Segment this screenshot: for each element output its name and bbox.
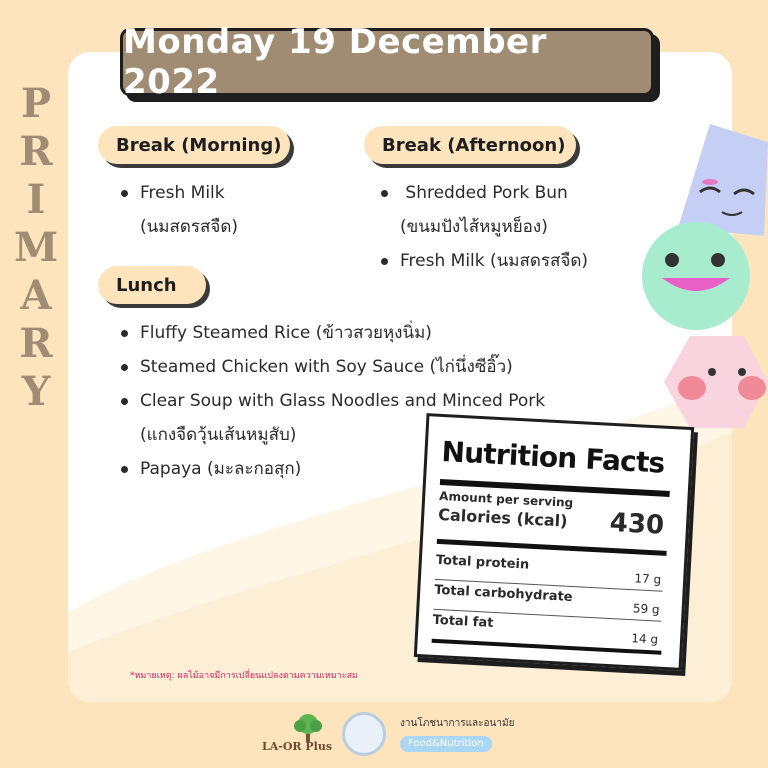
la-or-logo-text: LA-OR Plus bbox=[262, 740, 333, 753]
item-name: Clear Soup with Glass Noodles and Minced Pork bbox=[140, 391, 546, 411]
lunch-heading bbox=[98, 266, 206, 304]
item-name: Fluffy Steamed Rice (ข้าวสวยหุงนิ่ม) bbox=[140, 323, 432, 343]
side-letter: I bbox=[26, 176, 46, 223]
nutrient-value: 14 g bbox=[631, 631, 659, 647]
nutrient-value: 59 g bbox=[632, 601, 660, 617]
date-banner bbox=[120, 22, 654, 102]
shape-characters bbox=[640, 120, 768, 440]
break-morning-list bbox=[118, 176, 238, 244]
nutrient-label: Total fat bbox=[432, 612, 494, 631]
amount-per-serving: Amount per serving bbox=[438, 488, 574, 510]
item-thai: (ขนมปังไส้หมูหย็อง) bbox=[400, 217, 548, 237]
item-name: Shredded Pork Bun bbox=[400, 183, 568, 203]
item-thai: (แกงจืดวุ้นเส้นหมูสับ) bbox=[140, 425, 297, 445]
calories-label: Calories (kcal) bbox=[437, 504, 568, 531]
side-letter: R bbox=[19, 320, 53, 367]
list-item bbox=[378, 244, 588, 278]
calories-value: 430 bbox=[609, 507, 665, 541]
circle-character-icon bbox=[642, 222, 750, 330]
list-item bbox=[118, 350, 545, 384]
side-letter: R bbox=[19, 128, 53, 175]
side-letter: P bbox=[20, 80, 52, 127]
nutrition-row-fat bbox=[432, 612, 659, 647]
page-title: Monday 19 December 2022 bbox=[123, 22, 547, 102]
break-morning-heading-text: Break (Morning) bbox=[116, 134, 282, 156]
divider bbox=[432, 639, 662, 655]
lunch-heading-text: Lunch bbox=[116, 274, 177, 296]
side-letter: A bbox=[20, 272, 52, 319]
tree-logo-icon bbox=[290, 712, 326, 742]
break-afternoon-heading-text: Break (Afternoon) bbox=[382, 134, 566, 156]
nutrient-value: 17 g bbox=[634, 571, 662, 587]
nutrient-label: Total protein bbox=[435, 552, 530, 573]
food-nutrition-badge: Food&Nutrition bbox=[400, 736, 492, 752]
item-name: Steamed Chicken with Soy Sauce (ไก่นึ่งซีอิ๊ว) bbox=[140, 357, 513, 377]
nutrition-row-carbohydrate bbox=[433, 582, 660, 617]
org-name: งานโภชนาการและอนามัย bbox=[400, 718, 515, 729]
nutrition-facts-label bbox=[414, 413, 694, 671]
hexagon-character-icon bbox=[664, 336, 768, 428]
nutrient-label: Total carbohydrate bbox=[433, 582, 573, 606]
divider bbox=[437, 539, 667, 556]
list-item bbox=[118, 176, 238, 244]
item-name: Fresh Milk bbox=[140, 183, 225, 203]
item-name: Papaya (มะละกอสุก) bbox=[140, 459, 302, 479]
break-morning-heading bbox=[98, 126, 290, 164]
list-item bbox=[378, 176, 588, 244]
item-name: Fresh Milk (นมสดรสจืด) bbox=[400, 251, 589, 271]
triangle-character-icon bbox=[678, 124, 768, 236]
nutrition-title: Nutrition Facts bbox=[440, 435, 666, 480]
break-afternoon-heading bbox=[364, 126, 576, 164]
nutrition-row-protein bbox=[435, 552, 662, 587]
side-letter: M bbox=[14, 224, 59, 271]
list-item bbox=[118, 316, 545, 350]
school-seal-icon bbox=[342, 712, 386, 756]
item-thai: (นมสดรสจืด) bbox=[140, 217, 239, 237]
footnote: *หมายเหตุ: ผลไม้อาจมีการเปลี่ยนแปลงตามความเหมาะสม bbox=[130, 671, 358, 681]
break-afternoon-list bbox=[378, 176, 588, 278]
side-letter: Y bbox=[21, 368, 51, 415]
